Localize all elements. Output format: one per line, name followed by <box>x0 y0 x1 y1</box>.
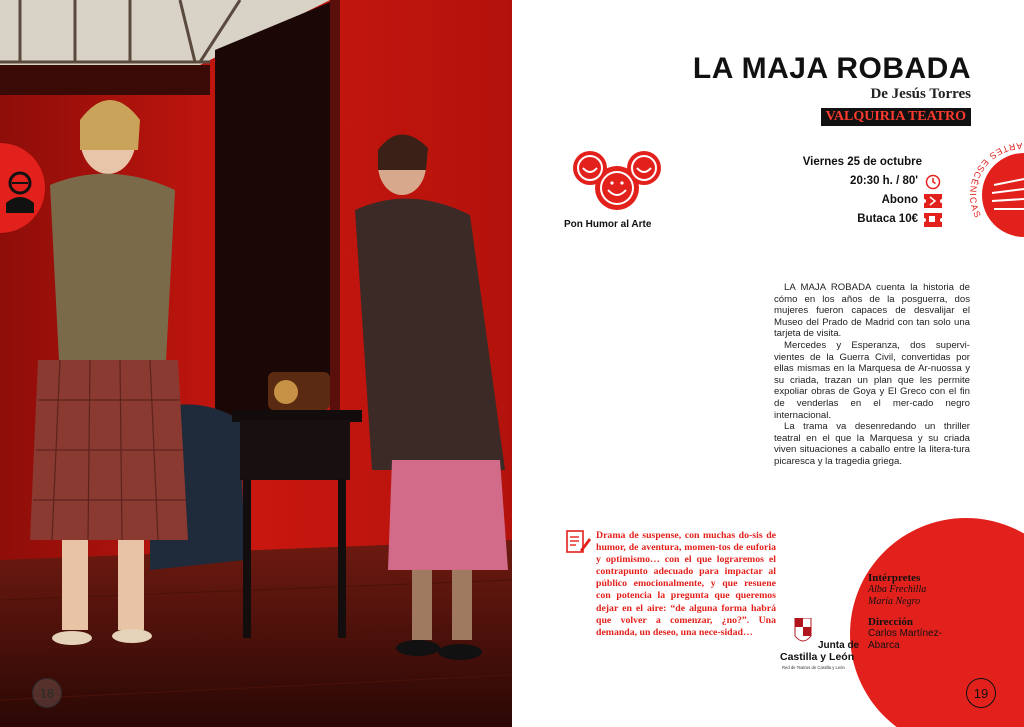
document-edit-icon <box>564 528 592 556</box>
junta-castilla-leon-logo <box>780 618 870 674</box>
seat-ticket-icon <box>924 212 942 228</box>
show-title: LA MAJA ROBADA <box>692 52 971 85</box>
description-paragraph: LA MAJA ROBADA cuenta la historia de cómo en los años de la posguerra, dos mujeres fueron capaces de desvalijar el Museo del Prado de Madrid con tan solo una tarjeta de visita. <box>774 282 970 340</box>
director-name: Abarca <box>868 640 900 651</box>
direccion-heading: Dirección <box>868 616 914 628</box>
credits <box>868 572 988 652</box>
quote-text: Drama de suspense, con muchas do-sis de humor, de aventura, momen-tos de euforia y optimismo… con el que lograremos el contrapunto adecuado para impactar al público emocionalmente, y que resuene con potencia la pregunta que queremos dejar en el aire: “de alguna forma habrá que volver a comenzar, ¿no?”. Una demanda, un deseo, una nece-sidad… <box>596 530 776 638</box>
junta-line-2: Castilla y León <box>780 651 855 663</box>
info-abono: Abono <box>881 194 918 206</box>
interpretes-heading: Intérpretes <box>868 572 921 584</box>
company-name: VALQUIRIA TEATRO <box>821 108 971 126</box>
page-number-right: 19 <box>966 678 996 708</box>
person-with-glasses-icon <box>0 143 52 233</box>
director-name: Carlos Martínez- <box>868 628 942 639</box>
info-time: 20:30 h. / 80' <box>850 175 918 187</box>
show-author: De Jesús Torres <box>870 86 971 102</box>
info-butaca-row <box>803 211 942 228</box>
info-date: Viernes 25 de octubre <box>802 156 922 168</box>
description-paragraph: Mercedes y Esperanza, dos supervi-vientes de la Guerra Civil, convertidas por ellas mismas en la Marquesa de Ar-nuossa y su criada, trazan un plan que les permite expoliar obras de Goya y El Greco con el fin de venderlas en el mer-cado negro internacional. <box>774 339 970 421</box>
interprete-name: María Negro <box>868 596 921 607</box>
artes-escenicas-arc <box>964 135 1024 255</box>
logo-label: Pon Humor al Arte <box>564 219 652 230</box>
clock-icon <box>924 174 942 190</box>
info-date-row <box>803 154 942 171</box>
junta-line-1: Junta de <box>818 640 860 651</box>
junta-line-3: Red de Teatros de Castilla y León <box>782 665 845 670</box>
coat-of-arms-icon <box>794 618 812 646</box>
description-paragraph: La trama va desenredando un thriller teatral en el que la Marquesa y su criada viven situaciones a caballo entre la litera-tura picaresca y la tragedia griega. <box>774 421 970 467</box>
description <box>774 282 970 468</box>
page-number-left: 18 <box>32 678 62 708</box>
info-butaca: Butaca 10€ <box>857 213 918 225</box>
right-page <box>512 0 1024 727</box>
interprete-name: Alba Frechilla <box>868 584 927 595</box>
info-time-row <box>803 173 942 190</box>
arc-text: ARTES ESCÉNICAS <box>967 140 1023 221</box>
show-info <box>803 154 942 228</box>
abono-ticket-icon <box>924 193 942 209</box>
info-abono-row <box>803 192 942 209</box>
